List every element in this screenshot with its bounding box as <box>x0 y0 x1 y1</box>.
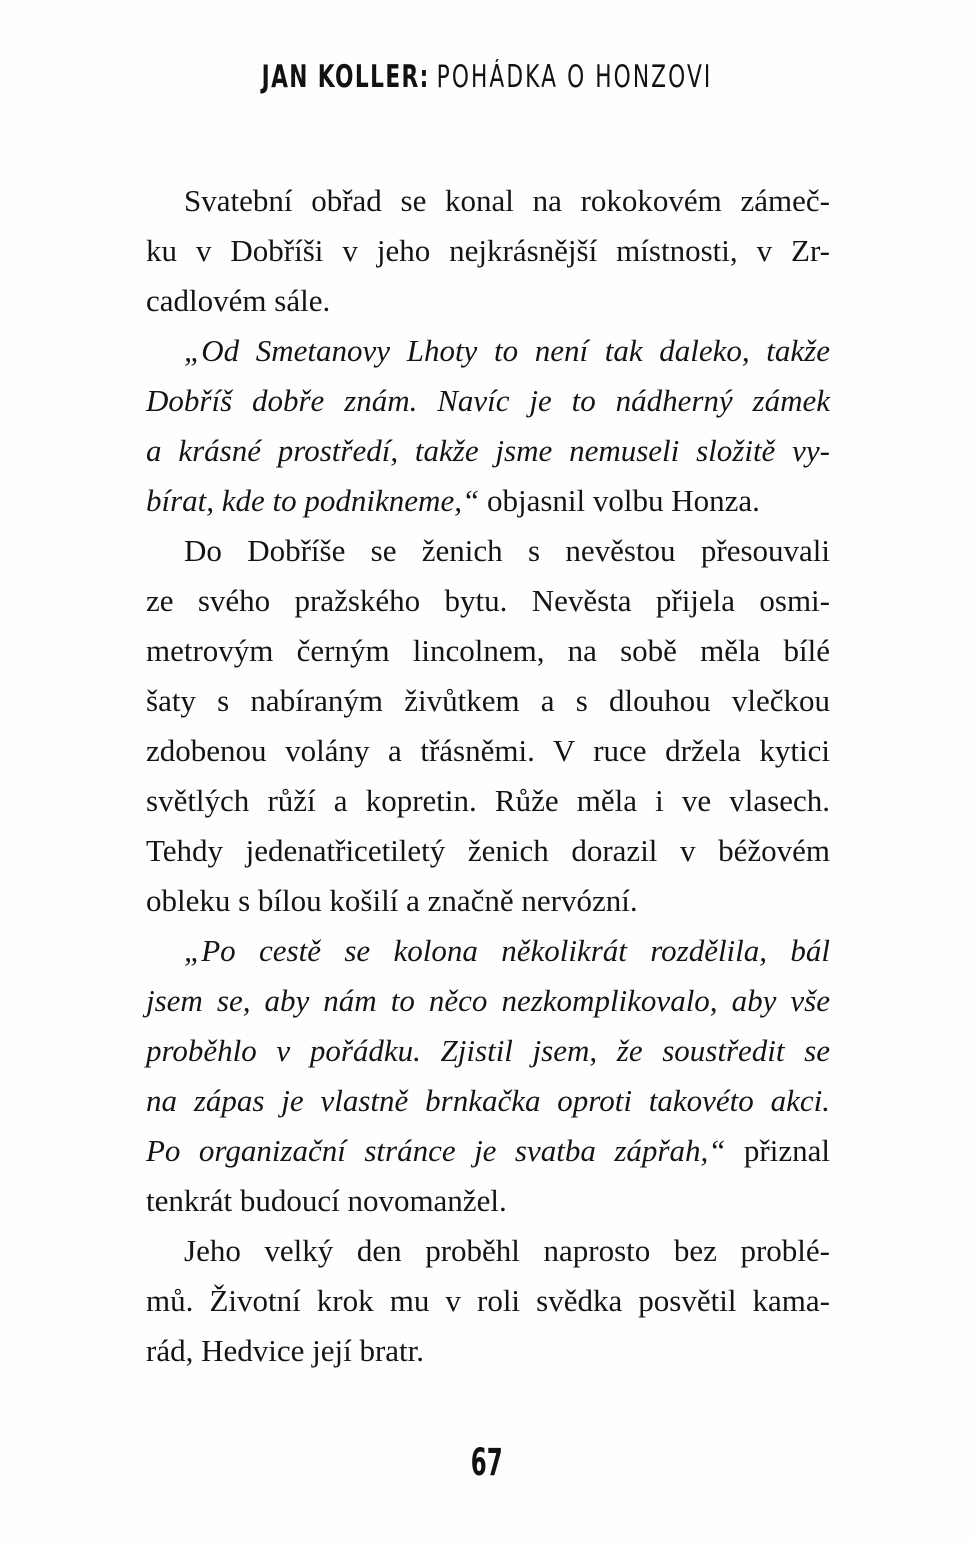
text-line <box>146 276 830 326</box>
text-line <box>146 776 830 826</box>
text-line <box>146 576 830 626</box>
quote-text-segment: proběhlo v pořádku. Zjistil jsem, že soustředit se <box>146 1033 830 1068</box>
text-line <box>146 826 830 876</box>
body-text-segment: cadlovém sále. <box>146 283 331 318</box>
text-line <box>146 326 830 376</box>
body-text-segment: Do Dobříše se ženich s nevěstou přesouvali <box>184 533 830 568</box>
body-text-segment: zdobenou volány a třásněmi. V ruce držela kytici <box>146 733 830 768</box>
body-text-segment: tenkrát budoucí novomanžel. <box>146 1183 507 1218</box>
text-line <box>146 426 830 476</box>
quote-text-segment: jsem se, aby nám to něco nezkomplikovalo, aby vše <box>146 983 830 1018</box>
quote-text-segment: Po organizační stránce je svatba zápřah,“ <box>146 1133 726 1168</box>
body-text-segment: světlých růží a kopretin. Růže měla i ve vlasech. <box>146 783 830 818</box>
text-line <box>146 226 830 276</box>
body-text-segment: Tehdy jedenatřicetiletý ženich dorazil v béžovém <box>146 833 830 868</box>
quote-text-segment: Dobříš dobře znám. Navíc je to nádherný zámek <box>146 383 830 418</box>
text-line <box>146 1176 830 1226</box>
text-line <box>146 476 830 526</box>
text-line <box>146 626 830 676</box>
text-line <box>146 1076 830 1126</box>
text-line <box>146 876 830 926</box>
quote-text-segment: „Po cestě se kolona několikrát rozdělila, bál <box>184 933 830 968</box>
text-line <box>146 926 830 976</box>
body-text-segment: metrovým černým lincolnem, na sobě měla bílé <box>146 633 830 668</box>
body-text-segment: Jeho velký den proběhl naprosto bez problé- <box>184 1233 830 1268</box>
quote-text-segment: bírat, kde to podnikneme,“ <box>146 483 480 518</box>
body-text-segment: ku v Dobříši v jeho nejkrásnější místnosti, v Zr- <box>146 233 830 268</box>
body-text-segment: rád, Hedvice její bratr. <box>146 1333 425 1368</box>
text-line <box>146 376 830 426</box>
text-line <box>146 526 830 576</box>
quote-text-segment: na zápas je vlastně brnkačka oproti takovéto akci. <box>146 1083 830 1118</box>
running-header-text <box>261 59 713 95</box>
body-text-segment: přiznal <box>725 1133 830 1168</box>
running-header <box>0 59 974 95</box>
text-line <box>146 1276 830 1326</box>
page-number: 67 <box>471 1441 503 1484</box>
quote-text-segment: „Od Smetanovy Lhoty to není tak daleko, takže <box>184 333 830 368</box>
text-line <box>146 176 830 226</box>
body-text-segment: ze svého pražského bytu. Nevěsta přijela osmi- <box>146 583 830 618</box>
quote-text-segment: a krásné prostředí, takže jsme nemuseli složitě vy- <box>146 433 830 468</box>
text-line <box>146 1026 830 1076</box>
text-line <box>146 676 830 726</box>
text-line <box>146 1226 830 1276</box>
text-line <box>146 1126 830 1176</box>
body-text-segment: obleku s bílou košilí a značně nervózní. <box>146 883 638 918</box>
text-line <box>146 1326 830 1376</box>
text-line <box>146 726 830 776</box>
header-author: JAN KOLLER: <box>261 59 430 95</box>
body-text-segment: mů. Životní krok mu v roli svědka posvětil kama- <box>146 1283 830 1318</box>
page-number-container <box>0 1441 974 1484</box>
body-text-segment: šaty s nabíraným živůtkem a s dlouhou vlečkou <box>146 683 830 718</box>
header-title: POHÁDKA O HONZOVI <box>436 59 713 95</box>
text-line <box>146 976 830 1026</box>
page-body <box>146 176 830 1376</box>
body-text-segment: objasnil volbu Honza. <box>479 483 760 518</box>
header-separator <box>430 59 437 95</box>
body-text-segment: Svatební obřad se konal na rokokovém zámeč- <box>184 183 830 218</box>
